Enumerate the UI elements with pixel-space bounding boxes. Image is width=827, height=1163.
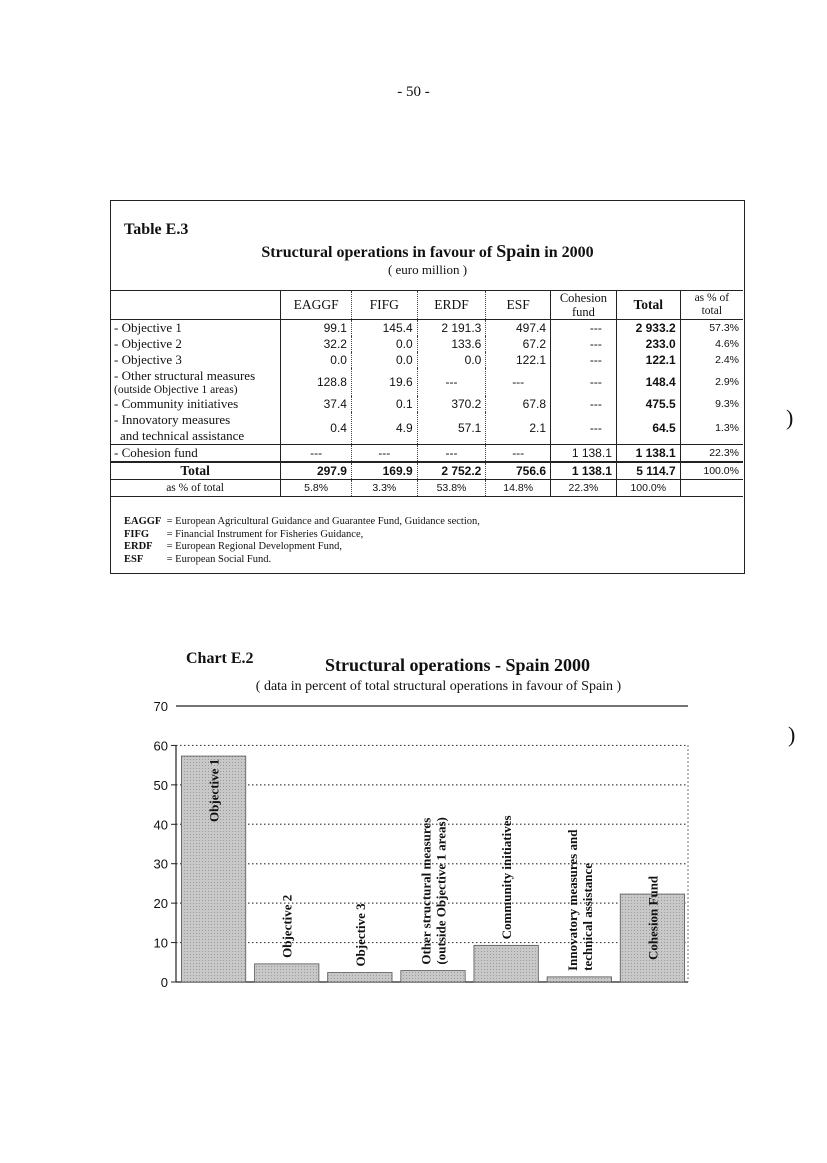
- row-label-line: - Cohesion fund: [114, 445, 198, 460]
- total-label: Total: [110, 462, 281, 480]
- table-cell: 0.0: [351, 352, 417, 368]
- y-tick-label: 20: [153, 896, 168, 912]
- table-cell: 145.4: [351, 320, 417, 337]
- bar-label: Innovatory measures and: [564, 829, 580, 971]
- total-cell: 756.6: [486, 462, 551, 480]
- table-cell: 22.3%: [680, 445, 743, 463]
- footnotes: [124, 516, 480, 566]
- table-cell: 1.3%: [680, 412, 743, 445]
- table-cell: 57.1: [417, 412, 486, 445]
- footnote-abbr: EAGGF: [124, 516, 162, 527]
- footnote-text: = Financial Instrument for Fisheries Guidance,: [164, 528, 364, 540]
- bar-chart: [130, 690, 700, 1000]
- pct-label: as % of total: [166, 482, 225, 494]
- table-cell: 0.4: [281, 412, 352, 445]
- table-cell: 37.4: [281, 396, 352, 412]
- table-cell: ---: [551, 320, 617, 337]
- row-label-line: - Other structural measures: [114, 368, 256, 383]
- total-cell: 169.9: [351, 462, 417, 480]
- row-label: [110, 445, 281, 463]
- row-label-line: and technical assistance: [120, 428, 245, 443]
- table-label: Table E.3: [124, 221, 189, 238]
- table-cell: 0.0: [417, 352, 486, 368]
- pct-empty-cell: [680, 480, 743, 497]
- bar: [328, 973, 392, 982]
- table-cell: ---: [417, 445, 486, 463]
- pct-cell: 53.8%: [417, 480, 486, 497]
- table-cell: 0.0: [351, 336, 417, 352]
- total-cell: 2 752.2: [417, 462, 486, 480]
- bar-label: Community initiatives: [499, 815, 515, 940]
- table-cell: 4.9: [351, 412, 417, 445]
- table-subtitle: ( euro million ): [387, 262, 468, 277]
- table-title-a: Structural operations in favour of: [261, 244, 493, 261]
- pct-cell: 5.8%: [281, 480, 352, 497]
- table-cell: ---: [551, 336, 617, 352]
- row-label-line: - Community initiatives: [114, 396, 239, 411]
- bar: [547, 977, 611, 982]
- row-label-line: - Objective 1: [114, 320, 182, 335]
- table-cell: ---: [551, 352, 617, 368]
- table-cell: ---: [417, 368, 486, 396]
- table-cell: 64.5: [616, 412, 680, 445]
- row-label: [110, 412, 281, 445]
- pct-cell: 14.8%: [486, 480, 551, 497]
- margin-bracket-mark: ): [788, 722, 796, 747]
- table-cell: 67.8: [486, 396, 551, 412]
- table-row: [110, 412, 743, 445]
- table-cell: 99.1: [281, 320, 352, 337]
- table-cell: ---: [551, 368, 617, 396]
- table-title-country: Spain: [496, 241, 541, 261]
- footnote-text: = European Agricultural Guidance and Guarantee Fund, Guidance section,: [164, 516, 480, 527]
- data-table: [110, 290, 743, 497]
- table-cell: ---: [486, 368, 551, 396]
- table-cell: 9.3%: [680, 396, 743, 412]
- table-cell: 1 138.1: [551, 445, 617, 463]
- bar-label: Objective 3: [352, 903, 368, 967]
- footnote-abbr: FIFG: [124, 528, 150, 540]
- chart-title: Structural operations - Spain 2000: [325, 655, 591, 675]
- header-cell: ERDF: [417, 291, 486, 320]
- table-cell: 1 138.1: [616, 445, 680, 463]
- pct-cell: 3.3%: [351, 480, 417, 497]
- header-cell: FIFG: [351, 291, 417, 320]
- y-tick-label: 70: [153, 699, 168, 714]
- y-tick-label: 0: [160, 975, 168, 990]
- bar-label: Objective 2: [279, 894, 295, 958]
- table-cell: 133.6: [417, 336, 486, 352]
- pct-row: [110, 480, 743, 497]
- footnote-line: [124, 516, 480, 529]
- table-row: [110, 320, 743, 337]
- table-cell: ---: [551, 412, 617, 445]
- bar-label: Cohesion Fund: [645, 875, 661, 960]
- page-number: - 50 -: [397, 84, 430, 100]
- total-row: [110, 462, 743, 480]
- header-cell: EAGGF: [281, 291, 352, 320]
- table-title-b: in 2000: [544, 244, 594, 261]
- footnote-abbr: ERDF: [124, 541, 153, 552]
- footnote-line: [124, 554, 480, 567]
- total-cell: 5 114.7: [616, 462, 680, 480]
- footnote-abbr: ESF: [124, 553, 144, 565]
- y-tick-label: 10: [153, 935, 168, 951]
- header-cell: ESF: [486, 291, 551, 320]
- table-cell: 2 933.2: [616, 320, 680, 337]
- row-label-line: - Objective 3: [114, 352, 182, 367]
- total-cell: 100.0%: [680, 462, 743, 480]
- total-cell: 297.9: [281, 462, 352, 480]
- row-label-line: (outside Objective 1 areas): [114, 384, 238, 396]
- row-label: [110, 336, 281, 352]
- pct-cell: 100.0%: [616, 480, 680, 497]
- row-label: [110, 396, 281, 412]
- table-cell: 67.2: [486, 336, 551, 352]
- table-row: [110, 396, 743, 412]
- table-cell: 370.2: [417, 396, 486, 412]
- table-cell: 128.8: [281, 368, 352, 396]
- chart-label: Chart E.2: [186, 650, 254, 667]
- table-cell: 497.4: [486, 320, 551, 337]
- table-cell: 57.3%: [680, 320, 743, 337]
- table-cell: ---: [551, 396, 617, 412]
- table-box: [110, 200, 745, 574]
- row-label-line: - Objective 2: [114, 336, 182, 351]
- bar-label: technical assistance: [579, 862, 595, 971]
- footnote-text: = European Regional Development Fund,: [164, 541, 342, 552]
- table-row: [110, 352, 743, 368]
- table-cell: ---: [351, 445, 417, 463]
- row-label: [110, 352, 281, 368]
- y-tick-label: 60: [153, 738, 168, 754]
- bar: [401, 971, 465, 982]
- table-cell: 2.1: [486, 412, 551, 445]
- header-cell: Total: [616, 291, 680, 320]
- bar-label: Other structural measures: [418, 817, 434, 965]
- header-cell: as % of total: [680, 291, 743, 320]
- table-cell: ---: [281, 445, 352, 463]
- bar-label: Objective 1: [206, 758, 222, 822]
- table-cell: 122.1: [616, 352, 680, 368]
- footnote-text: = European Social Fund.: [164, 553, 272, 565]
- table-cell: 2 191.3: [417, 320, 486, 337]
- table-row: [110, 336, 743, 352]
- header-row: [110, 291, 743, 320]
- margin-bracket-mark: ): [786, 405, 794, 430]
- bar: [255, 964, 319, 982]
- row-label: [110, 368, 281, 396]
- table-cell: 4.6%: [680, 336, 743, 352]
- table-cell: 475.5: [616, 396, 680, 412]
- chart-subtitle: ( data in percent of total structural operations in favour of Spain ): [255, 679, 622, 694]
- y-tick-label: 50: [153, 777, 168, 793]
- table-cell: 32.2: [281, 336, 352, 352]
- footnote-line: [124, 541, 480, 554]
- table-row: [110, 445, 743, 463]
- table-cell: 122.1: [486, 352, 551, 368]
- table-cell: 0.1: [351, 396, 417, 412]
- bar-label: (outside Objective 1 areas): [433, 817, 449, 965]
- table-row: [110, 368, 743, 396]
- table-cell: 2.9%: [680, 368, 743, 396]
- footnote-line: [124, 529, 480, 542]
- table-cell: 233.0: [616, 336, 680, 352]
- y-tick-label: 40: [153, 817, 168, 833]
- table-cell: 19.6: [351, 368, 417, 396]
- table-cell: 2.4%: [680, 352, 743, 368]
- table-cell: ---: [486, 445, 551, 463]
- y-tick-label: 30: [153, 856, 168, 872]
- row-label: [110, 320, 281, 337]
- total-cell: 1 138.1: [551, 462, 617, 480]
- table-cell: 0.0: [281, 352, 352, 368]
- pct-cell: 22.3%: [551, 480, 617, 497]
- header-cell: Cohesion fund: [551, 291, 617, 320]
- header-blank: [110, 291, 281, 320]
- table-cell: 148.4: [616, 368, 680, 396]
- bar: [474, 945, 538, 982]
- row-label-line: - Innovatory measures: [114, 412, 231, 427]
- table-title: [111, 241, 744, 262]
